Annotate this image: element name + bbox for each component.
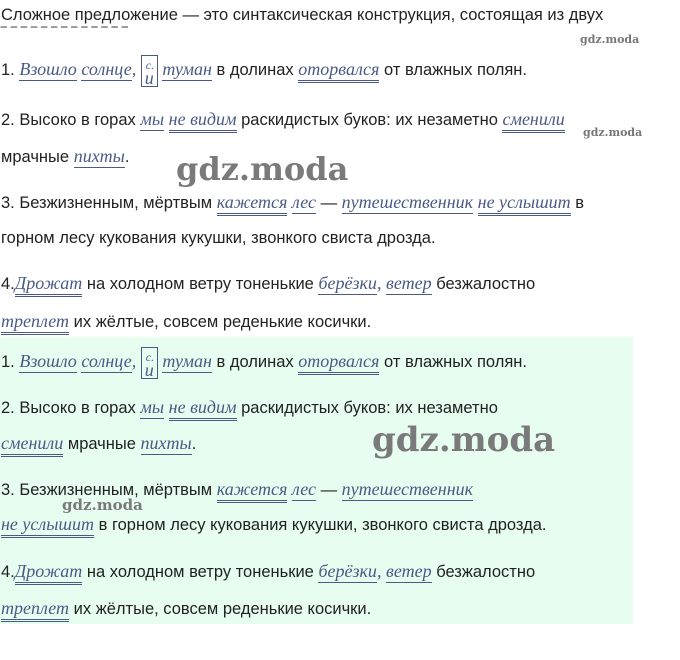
predicate-word: кажется — [217, 479, 288, 503]
sentence-number: 1. — [1, 61, 15, 79]
subject-word: ветер — [386, 561, 432, 581]
subject-word: путешественник — [341, 479, 474, 499]
subject-word: лес — [291, 479, 316, 499]
predicate-word: оторвался — [298, 351, 379, 375]
sentence-2-copy-line-2: сменили мрачные пихты. — [1, 433, 196, 454]
subject-word: лес — [291, 192, 316, 212]
predicate-word: кажется — [217, 192, 288, 216]
cut-off-line: ‾ ‾ ‾ ‾ ‾ ‾ ‾ ‾ ‾ ‾ ‾ ‾ ‾ — [1, 26, 128, 44]
sentence-3-copy-line-1: 3. Безжизненным, мёртвым кажется лес — путешественник — [1, 479, 473, 500]
subject-word: солнце — [81, 351, 132, 371]
sentence-4-line-2: треплет их жёлтые, совсем реденькие косички. — [1, 311, 371, 332]
subject-word: мы — [140, 397, 165, 417]
predicate-word: не видим — [169, 397, 237, 421]
watermark-small: gdz.moda — [580, 33, 640, 46]
subject-word: туман — [162, 351, 212, 371]
subject-word: пихты — [140, 433, 192, 453]
subject-word: Взошло — [19, 59, 77, 79]
predicate-word: треплет — [1, 311, 69, 335]
predicate-word: не услышит — [1, 514, 94, 538]
sentence-3-copy-line-2: не услышит в горном лесу кукования кукушки, звонкого свиста дрозда. — [1, 514, 547, 535]
subject-word: солнце — [81, 59, 132, 79]
predicate-word: сменили — [1, 433, 63, 457]
predicate-word: сменили — [502, 109, 564, 133]
sentence-2-copy-line-1: 2. Высоко в горах мы не видим раскидистых буков: их незаметно — [1, 397, 498, 418]
subject-word: туман — [162, 59, 212, 79]
subject-word: пихты — [73, 146, 125, 166]
subject-word: ветер — [386, 273, 432, 293]
predicate-word: Дрожат — [15, 273, 83, 297]
subject-word: берёзки — [318, 273, 377, 293]
subject-word: берёзки — [318, 561, 377, 581]
predicate-word: не видим — [169, 109, 237, 133]
sentence-3-line-1: 3. Безжизненным, мёртвым кажется лес — путешественник не услышит в — [1, 192, 584, 213]
sentence-2-line-1: 2. Высоко в горах мы не видим раскидистых буков: их незаметно сменили — [1, 109, 565, 130]
sentence-1-copy: 1. Взошло солнце, с. и туман в долинах оторвался от влажных полян. — [1, 347, 527, 379]
subject-word: путешественник — [341, 192, 474, 212]
predicate-word: не услышит — [478, 192, 571, 216]
watermark-medium: gdz.moda — [62, 496, 143, 514]
subject-word: Взошло — [19, 351, 77, 371]
subject-word: мы — [140, 109, 165, 129]
predicate-word: треплет — [1, 598, 69, 622]
sentence-4-copy-line-2: треплет их жёлтые, совсем реденькие косички. — [1, 598, 371, 619]
conjunction-box: с. и — [141, 55, 158, 87]
predicate-word: оторвался — [298, 59, 379, 83]
watermark-small: gdz.moda — [583, 126, 643, 139]
sentence-4-copy-line-1: 4.Дрожат на холодном ветру тоненькие берёзки, ветер безжалостно — [1, 561, 535, 582]
watermark-large: gdz.moda — [176, 150, 349, 188]
sentence-3-line-2: горном лесу кукования кукушки, звонкого свиста дрозда. — [1, 229, 436, 247]
predicate-word: Дрожат — [15, 561, 83, 585]
sentence-1: 1. Взошло солнце, с. и туман в долинах оторвался от влажных полян. — [1, 55, 527, 87]
sentence-4-line-1: 4.Дрожат на холодном ветру тоненькие берёзки, ветер безжалостно — [1, 273, 535, 294]
conjunction-box: с. и — [141, 347, 158, 379]
watermark-large: gdz.moda — [372, 420, 556, 460]
intro-text: Сложное предложение — это синтаксическая конструкция, состоящая из двух — [1, 6, 604, 24]
sentence-2-line-2: мрачные пихты. — [1, 146, 130, 166]
